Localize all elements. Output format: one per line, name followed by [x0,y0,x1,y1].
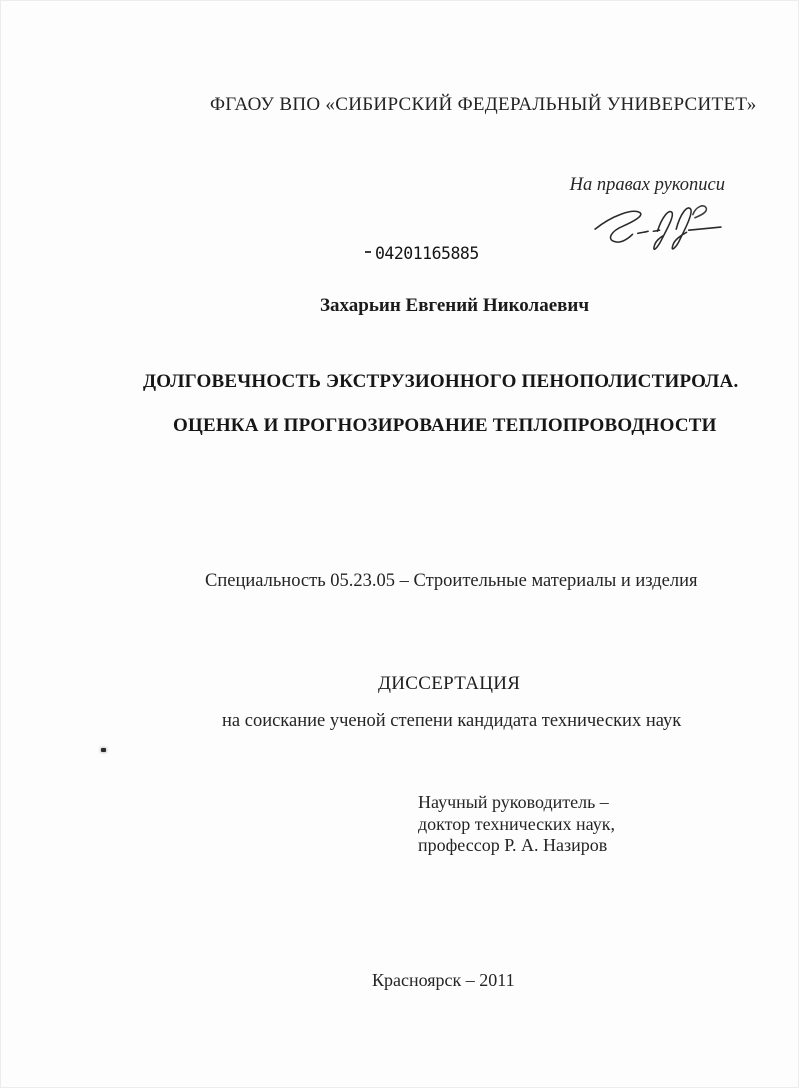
university-header: ФГАОУ ВПО «СИБИРСКИЙ ФЕДЕРАЛЬНЫЙ УНИВЕРСИТЕТ» [210,94,757,115]
city-year-line: Красноярск – 2011 [372,970,515,990]
dissertation-title-line1: ДОЛГОВЕЧНОСТЬ ЭКСТРУЗИОННОГО ПЕНОПОЛИСТИРОЛА. [143,371,739,392]
document-number-stamp: 04201165885 [375,244,479,263]
stamp-artifact-mark [365,251,371,253]
advisor-name-line: профессор Р. А. Назиров [418,835,608,855]
advisor-degree-line: доктор технических наук, [418,813,615,834]
document-type-heading: ДИССЕРТАЦИЯ [378,673,521,694]
manuscript-rights-note: На правах рукописи [569,175,725,195]
degree-pursuit-line: на соискание ученой степени кандидата технических наук [222,711,682,731]
advisor-block [418,792,615,857]
advisor-role-line: Научный руководитель – [418,792,609,812]
dissertation-title-line2: ОЦЕНКА И ПРОГНОЗИРОВАНИЕ ТЕПЛОПРОВОДНОСТИ [173,415,717,436]
scan-speck-artifact [101,748,106,752]
author-name: Захарьин Евгений Николаевич [320,295,590,316]
specialty-line: Специальность 05.23.05 – Строительные материалы и изделия [205,571,698,591]
signature-icon [593,198,723,252]
